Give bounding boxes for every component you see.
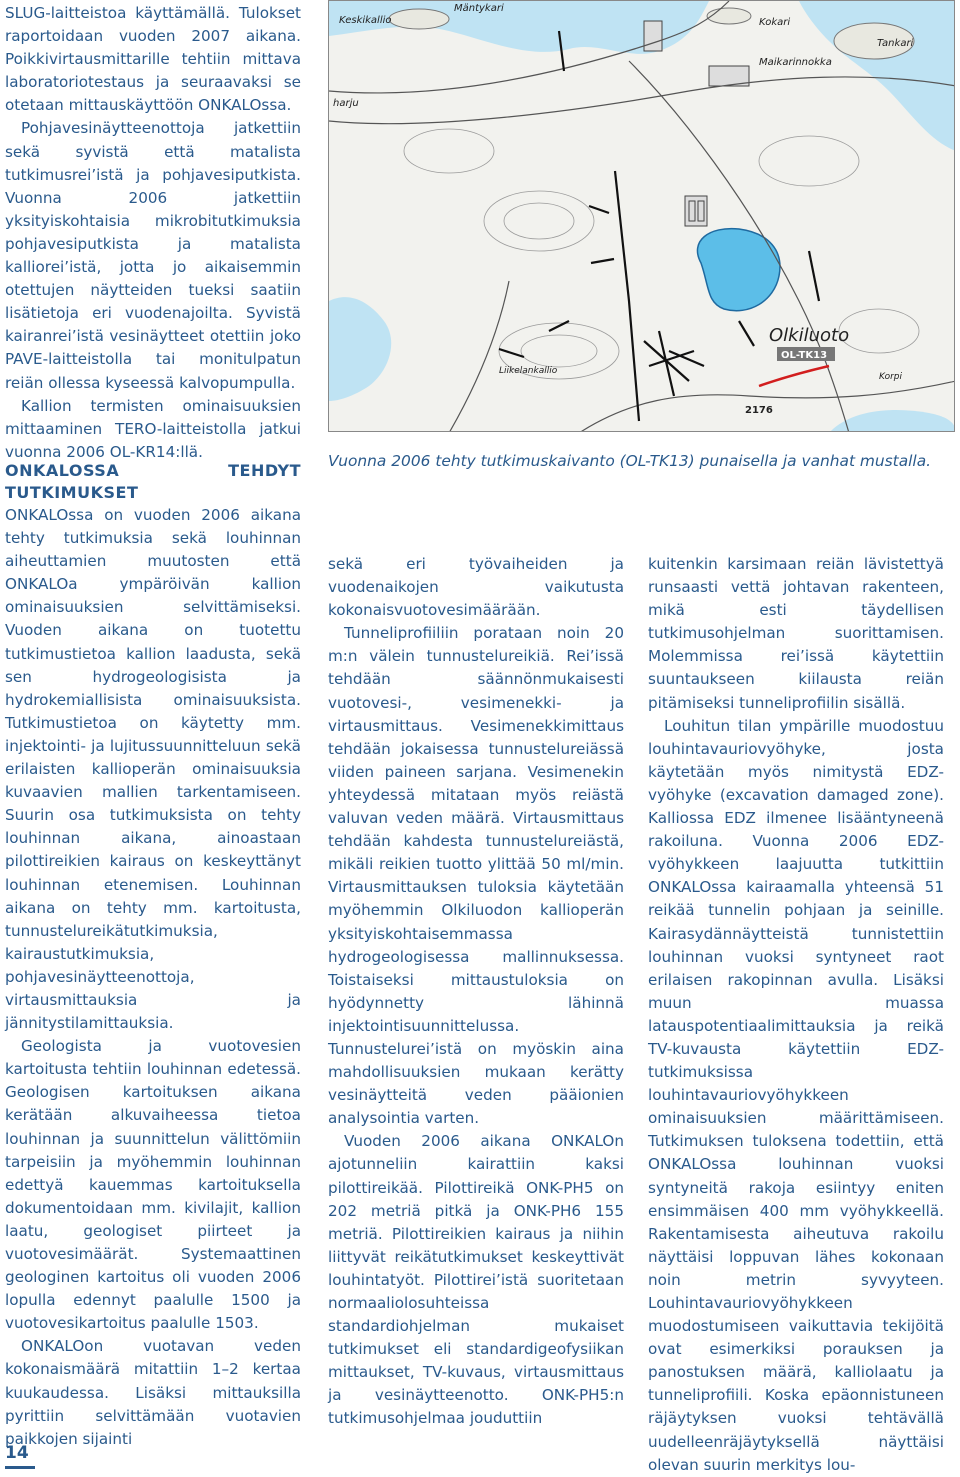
left-column-top <box>5 2 301 464</box>
map-label: harju <box>333 98 359 109</box>
paragraph: Tunneliprofiiliin porataan noin 20 m:n välein tunnustelureikiä. Rei’issä tehdään säännönmukaisesti vuotovesi-, vesimenekki- ja virtausmittaus. Vesimenekkimittaus tehdään jokaisessa tunnustelureiässä viiden paineen sarjana. Vesimenekin yhteydessä mitataan myös reiästä valuvan veden määrä. Virtausmittaus tehdään kahdesta tunnustelureiästä, mikäli reikien tuotto ylittää 50 ml/min. Virtausmittauksen tuloksia käytetään myöhemmin Olkiluodon kallioperän yksityiskohtaisemmassa hydrogeologisessa mallinnuksessa. Toistaiseksi mittaustuloksia on hyödynnetty lähinnä injektointisuunnittelussa. Tunnustelurei’istä on myöskin aina mahdollisuuksien mukaan kerätty vesinäytteitä veden pääionien analysointia varten. <box>328 624 624 1128</box>
island <box>707 8 751 24</box>
map-label: Keskikallio <box>339 15 392 26</box>
paragraph: ONKALOssa on vuoden 2006 aikana tehty tutkimuksia sekä louhinnan aiheuttamien muutosten että ONKALOa ympäröivän kallion ominaisuuksien selvittämiseksi. Vuoden aikana on tuotettu tutkimustietoa kallion laadusta, sekä sen hydrogeologisista ja hydrokemiallisista ominaisuuksista. Tutkimustietoa on käytetty mm. injektointi- ja lujitussuunnitteluun sekä erilaisten kallioperän ominaisuuksia kuvaavien mallien tarkentamiseen. Suurin osa tutkimuksista on tehty louhinnan aikana, ainoastaan pilottireikien kairaus on keskeyttänyt louhinnan etenemisen. Louhinnan aikana on tehty mm. kartoitusta, tunnustelureikätutkimuksia, kairaustutkimuksia, pohjavesinäytteenottoja, virtausmittauksia ja jännitystilamittauksia. <box>5 506 301 1033</box>
map-label: 2176 <box>745 405 773 416</box>
middle-column <box>328 553 624 1431</box>
map-label: Liikelankallio <box>499 366 558 376</box>
left-column-bottom <box>5 460 301 1451</box>
figure-caption: Vuonna 2006 tehty tutkimuskaivanto (OL-TK13) punaisella ja vanhat mustalla. <box>328 452 932 470</box>
island <box>389 9 449 29</box>
paragraph: kuitenkin karsimaan reiän lävistettyä runsaasti vettä johtavan rakenteen, mikä esti täydellisen tutkimusohjelman suorittamisen. Molemmissa rei’issä käytettiin suuntaukseen kiilausta reiän pitämiseksi tunneliprofiilin sisällä. <box>648 555 944 712</box>
map-label: Maikarinnokka <box>759 57 832 68</box>
map-label: Kokari <box>759 17 791 28</box>
map-label: Olkiluoto <box>769 325 850 346</box>
paragraph: sekä eri työvaiheiden ja vuodenaikojen vaikutusta kokonaisvuotovesimäärään. <box>328 555 624 620</box>
page-number: 14 <box>5 1443 29 1463</box>
map-label: Mäntykari <box>454 3 504 14</box>
paragraph: Louhitun tilan ympärille muodostuu louhintavauriovyöhyke, josta käytetään myös nimitystä EDZ-vyöhyke (excavation damaged zone). Kalliossa EDZ ilmenee lisääntyneenä rakoiluna. Vuonna 2006 EDZ-vyöhykkeen laajuutta tutkittiin ONKALOssa kairaamalla yhteensä 51 reikää tunnelin pohjaan ja seinille. Kairasydännäytteistä tunnistettiin louhinnan vuoksi syntyneet raot erilaisen rakopinnan avulla. Lisäksi muun muassa latauspotentiaalimittauksia ja reikä TV-kuvausta käytettiin EDZ-tutkimuksissa louhintavauriovyöhykkeen ominaisuuksien määrittämiseen. Tutkimuksen tuloksena todettiin, että ONKALOssa louhinnan vuoksi syntyneitä rakoja esiintyy eniten ensimmäisen 400 mm vyöhykkeellä. Rakentamisesta aiheutuva rakoilu näyttäisi loppuvan lähes kokonaan noin metrin syvyyteen. Louhintavauriovyöhykkeen muodostumiseen vaikuttavia tekijöitä ovat esimerkiksi porauksen ja panostuksen määrä, kalliolaatu ja tunneliprofiili. Koska epäonnistuneen räjäytyksen vuoksi tehtävällä uudelleenräjäytyksellä näyttäisi olevan suurin merkitys lou- <box>648 716 944 1474</box>
map-label: Korpi <box>879 372 903 382</box>
paragraph: Geologista ja vuotovesien kartoitusta tehtiin louhinnan edetessä. Geologisen kartoituksen aikana kerätään alkuvaiheessa tietoa louhinnan ja suunnittelun välittömiin tarpeisiin ja myöhemmin louhinnan edettyä kauemmas kartoituksella dokumentoidaan mm. kivilajit, kallion laatu, geologiset piirteet ja vuotovesimäärät. Systemaattinen geologinen kartoitus oli vuoden 2006 lopulla edennyt paalulle 1500 ja vuotovesikartoitus paalulle 1503. <box>5 1037 301 1333</box>
section-heading: ONKALOSSA TEHDYT TUTKIMUKSET <box>5 461 301 502</box>
page-number-rule <box>5 1466 35 1469</box>
map-label: OL-TK13 <box>781 350 828 361</box>
paragraph: Kallion termisten ominaisuuksien mittaaminen TERO-laitteistolla jatkui vuonna 2006 OL-KR14:llä. <box>5 396 301 461</box>
paragraph: Vuoden 2006 aikana ONKALOn ajotunneliin kairattiin kaksi pilottireikää. Pilottireikä ONK-PH5 on 202 metriä pitkä ja ONK-PH6 155 metriä. Pilottireikien kairaus ja niihin liittyvät reikätutkimukset keskeyttivät louhintatyöt. Pilottirei’istä suoritetaan normaaliolosuhteissa standardiohjelman mukaiset tutkimukset eli standardigeofysiikan mittaukset, TV-kuvaus, virtausmittaus ja vesinäytteenotto. ONK-PH5:n tutkimusohjelmaa jouduttiin <box>328 1132 624 1428</box>
map-label: Tankari <box>877 38 914 49</box>
paragraph: SLUG-laitteistoa käyttämällä. Tulokset raportoidaan vuoden 2007 aikana. Poikkivirtausmittarille tehtiin mittava laboratoriotestaus ja seuraavaksi se otetaan mittauskäyttöön ONKALOssa. <box>5 4 301 115</box>
paragraph: Pohjavesinäytteenottoja jatkettiin sekä syvistä että matalista tutkimusrei’istä ja pohjavesiputkista. Vuonna 2006 jatkettiin yksityiskohtaisia mikrobitutkimuksia pohjavesiputkista ja matalista kalliorei’istä, jotta jo aikaisemmin otettujen näytteiden tueksi saatiin lisätietoja eri vuodenajoilta. Syvistä kairanrei’istä vesinäytteet otettiin joko PAVE-laitteistolla tai monitulpatun reiän ollessa kyseessä kalvopumpulla. <box>5 119 301 392</box>
paragraph: ONKALOon vuotavan veden kokonaismäärä mitattiin 1–2 kertaa kuukaudessa. Lisäksi mittauksilla pyrittiin selvittämään vuotavien paikkojen sijainti <box>5 1337 301 1448</box>
map-illustration <box>329 1 955 432</box>
map-figure <box>328 0 955 432</box>
right-column <box>648 553 944 1477</box>
